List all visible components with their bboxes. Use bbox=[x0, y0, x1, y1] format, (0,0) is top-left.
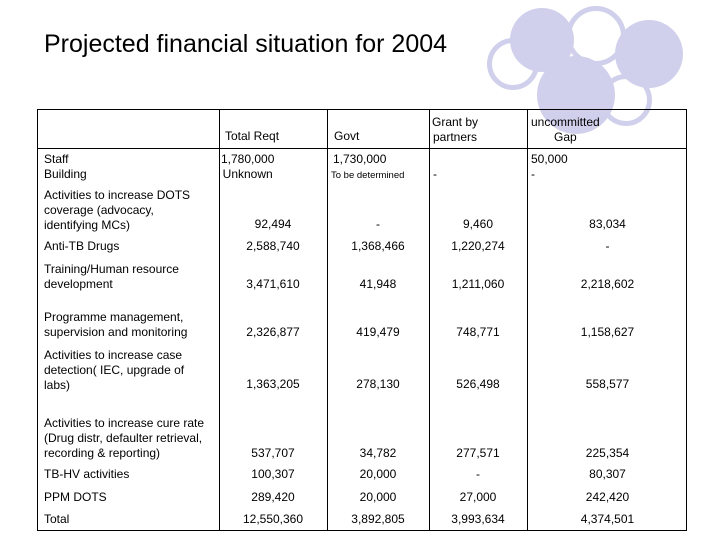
cell-govt: 20,000 bbox=[359, 490, 397, 504]
row-label: PPM DOTS bbox=[44, 490, 107, 504]
cell-total: 537,707 bbox=[251, 446, 295, 460]
row-label: TB-HV activities bbox=[44, 467, 130, 481]
cell-total: 2,588,740 bbox=[246, 239, 300, 253]
cell-govt: 1,730,000 bbox=[333, 152, 387, 166]
cell-total: 1,363,205 bbox=[246, 377, 300, 391]
financial-table bbox=[37, 109, 687, 531]
cell-total: 289,420 bbox=[251, 490, 295, 504]
cell-grant: 3,993,634 bbox=[451, 512, 505, 526]
row-label: Activities to increase DOTS coverage (advocacy, identifying MCs) bbox=[44, 188, 191, 232]
cell-total: 12,550,360 bbox=[242, 512, 304, 526]
cell-grant: - bbox=[476, 467, 480, 481]
cell-govt: 419,479 bbox=[356, 325, 400, 339]
cell-govt-note: To be determined bbox=[331, 170, 405, 181]
header-divider bbox=[38, 148, 686, 149]
cell-gap: 50,000 - bbox=[531, 152, 568, 181]
cell-gap: 558,577 bbox=[585, 377, 630, 391]
decorative-ring bbox=[487, 38, 539, 90]
cell-gap: 1,158,627 bbox=[580, 325, 635, 339]
cell-grant: 9,460 bbox=[462, 217, 494, 231]
cell-gap: 242,420 bbox=[585, 490, 630, 504]
page-title: Projected financial situation for 2004 bbox=[44, 30, 448, 58]
cell-govt: 3,892,805 bbox=[351, 512, 405, 526]
cell-gap: 80,307 bbox=[589, 467, 626, 481]
cell-govt: 34,782 bbox=[359, 446, 397, 460]
cell-grant: 27,000 bbox=[459, 490, 497, 504]
cell-gap: 83,034 bbox=[589, 217, 626, 231]
cell-gap: - bbox=[605, 239, 610, 253]
cell-total: 3,471,610 bbox=[246, 277, 300, 291]
cell-grant: 526,498 bbox=[456, 377, 500, 391]
cell-govt: 41,948 bbox=[359, 277, 397, 291]
cell-total: 92,494 bbox=[254, 217, 292, 231]
cell-grant: 1,220,274 bbox=[451, 239, 505, 253]
cell-grant: 277,571 bbox=[456, 446, 500, 460]
header-grant: Grant by partners bbox=[432, 115, 479, 144]
row-label: Programme management, supervision and monitoring bbox=[44, 310, 188, 339]
header-total: Total Reqt bbox=[225, 129, 280, 143]
cell-grant: - bbox=[433, 167, 437, 181]
cell-govt: 278,130 bbox=[356, 377, 400, 391]
cell-total: 1,780,000 Unknown bbox=[221, 152, 275, 181]
row-label: Activities to increase case detection( IEC, upgrade of labs) bbox=[44, 348, 185, 392]
row-label: Activities to increase cure rate (Drug distr, defaulter retrieval, recording & reporting) bbox=[44, 416, 205, 460]
cell-gap: 2,218,602 bbox=[580, 277, 635, 291]
cell-total: 100,307 bbox=[251, 467, 295, 481]
header-govt: Govt bbox=[334, 129, 360, 143]
row-label: Anti-TB Drugs bbox=[44, 239, 120, 253]
cell-govt: - bbox=[376, 217, 380, 231]
row-label: Staff Building bbox=[44, 152, 87, 181]
row-label: Training/Human resource development bbox=[44, 262, 179, 291]
cell-govt: 20,000 bbox=[359, 467, 397, 481]
cell-gap: 225,354 bbox=[585, 446, 630, 460]
cell-gap: 4,374,501 bbox=[580, 512, 635, 526]
cell-grant: 748,771 bbox=[456, 325, 500, 339]
cell-govt: 1,368,466 bbox=[351, 239, 405, 253]
cell-grant: 1,211,060 bbox=[451, 277, 505, 291]
row-label: Total bbox=[44, 512, 70, 526]
cell-total: 2,326,877 bbox=[246, 325, 300, 339]
header-gap: uncommitted Gap bbox=[531, 115, 600, 144]
